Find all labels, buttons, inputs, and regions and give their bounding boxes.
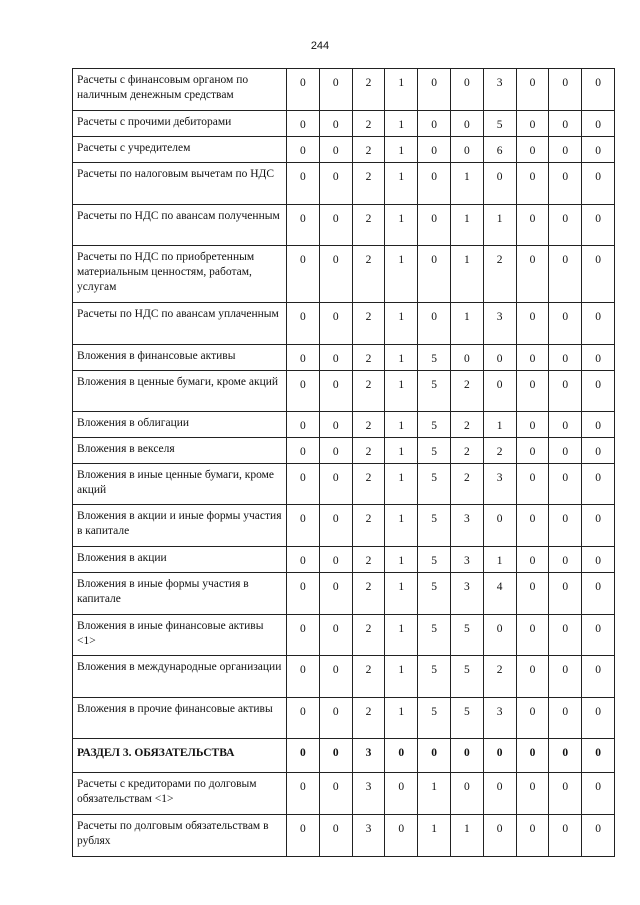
code-digit: 2 <box>352 345 385 371</box>
code-digit: 0 <box>287 137 320 163</box>
account-name: Вложения в акции и иные формы участия в капитале <box>73 505 287 547</box>
code-digit: 0 <box>287 505 320 547</box>
code-digit: 0 <box>287 815 320 857</box>
code-digit: 0 <box>418 303 451 345</box>
code-digit: 0 <box>319 205 352 246</box>
code-digit: 1 <box>385 371 418 412</box>
account-name: Расчеты с кредиторами по долговым обязательствам <1> <box>73 773 287 815</box>
code-digit: 0 <box>450 111 483 137</box>
code-digit: 0 <box>582 69 615 111</box>
code-digit: 0 <box>319 698 352 739</box>
code-digit: 0 <box>516 464 549 505</box>
code-digit: 0 <box>319 547 352 573</box>
code-digit: 3 <box>483 303 516 345</box>
code-digit: 0 <box>319 615 352 656</box>
code-digit: 0 <box>287 615 320 656</box>
code-digit: 0 <box>582 137 615 163</box>
code-digit: 0 <box>516 345 549 371</box>
code-digit: 1 <box>385 69 418 111</box>
code-digit: 0 <box>483 163 516 205</box>
code-digit: 3 <box>483 698 516 739</box>
code-digit: 1 <box>450 303 483 345</box>
code-digit: 2 <box>352 412 385 438</box>
code-digit: 0 <box>287 205 320 246</box>
code-digit: 0 <box>319 246 352 303</box>
code-digit: 0 <box>549 303 582 345</box>
code-digit: 0 <box>319 303 352 345</box>
code-digit: 2 <box>352 505 385 547</box>
code-digit: 0 <box>549 412 582 438</box>
code-digit: 0 <box>418 163 451 205</box>
table-row <box>73 438 615 464</box>
table-row <box>73 615 615 656</box>
code-digit: 0 <box>319 773 352 815</box>
code-digit: 0 <box>319 412 352 438</box>
code-digit: 0 <box>287 464 320 505</box>
code-digit: 0 <box>450 137 483 163</box>
code-digit: 0 <box>385 815 418 857</box>
code-digit: 2 <box>352 205 385 246</box>
account-name: Расчеты с прочими дебиторами <box>73 111 287 137</box>
table-row <box>73 464 615 505</box>
code-digit: 1 <box>385 547 418 573</box>
code-digit: 0 <box>549 573 582 615</box>
account-name: Вложения в иные формы участия в капитале <box>73 573 287 615</box>
code-digit: 0 <box>582 371 615 412</box>
table-row <box>73 698 615 739</box>
table-row <box>73 137 615 163</box>
table-row <box>73 547 615 573</box>
table-row <box>73 815 615 857</box>
table-row <box>73 111 615 137</box>
code-digit: 2 <box>352 69 385 111</box>
section-row <box>73 739 615 773</box>
code-digit: 6 <box>483 137 516 163</box>
code-digit: 0 <box>582 246 615 303</box>
code-digit: 0 <box>549 137 582 163</box>
code-digit: 2 <box>352 246 385 303</box>
code-digit: 0 <box>319 111 352 137</box>
account-name: Вложения в финансовые активы <box>73 345 287 371</box>
code-digit: 3 <box>450 573 483 615</box>
code-digit: 0 <box>516 656 549 698</box>
code-digit: 2 <box>352 438 385 464</box>
code-digit: 0 <box>319 505 352 547</box>
code-digit: 2 <box>352 371 385 412</box>
code-digit: 0 <box>549 739 582 773</box>
account-name: Расчеты по долговым обязательствам в рублях <box>73 815 287 857</box>
table-row <box>73 412 615 438</box>
table-row <box>73 303 615 345</box>
table-row <box>73 573 615 615</box>
code-digit: 2 <box>483 656 516 698</box>
code-digit: 0 <box>549 547 582 573</box>
code-digit: 0 <box>549 505 582 547</box>
code-digit: 1 <box>385 205 418 246</box>
code-digit: 0 <box>582 815 615 857</box>
code-digit: 0 <box>418 739 451 773</box>
code-digit: 0 <box>450 739 483 773</box>
code-digit: 5 <box>418 547 451 573</box>
code-digit: 0 <box>549 656 582 698</box>
code-digit: 0 <box>319 163 352 205</box>
code-digit: 0 <box>385 739 418 773</box>
code-digit: 3 <box>352 739 385 773</box>
code-digit: 1 <box>483 205 516 246</box>
code-digit: 0 <box>483 815 516 857</box>
code-digit: 0 <box>516 547 549 573</box>
code-digit: 0 <box>287 438 320 464</box>
code-digit: 1 <box>450 246 483 303</box>
code-digit: 0 <box>287 773 320 815</box>
code-digit: 0 <box>287 69 320 111</box>
code-digit: 1 <box>385 573 418 615</box>
code-digit: 1 <box>450 205 483 246</box>
accounts-table <box>72 68 615 857</box>
code-digit: 0 <box>549 464 582 505</box>
code-digit: 0 <box>287 412 320 438</box>
code-digit: 5 <box>418 505 451 547</box>
code-digit: 0 <box>319 345 352 371</box>
code-digit: 2 <box>352 464 385 505</box>
account-name: Вложения в акции <box>73 547 287 573</box>
table-row <box>73 505 615 547</box>
code-digit: 0 <box>418 111 451 137</box>
code-digit: 0 <box>516 615 549 656</box>
code-digit: 0 <box>549 69 582 111</box>
code-digit: 0 <box>385 773 418 815</box>
code-digit: 5 <box>450 698 483 739</box>
table-row <box>73 656 615 698</box>
code-digit: 0 <box>549 246 582 303</box>
code-digit: 0 <box>516 205 549 246</box>
code-digit: 0 <box>516 739 549 773</box>
code-digit: 0 <box>582 505 615 547</box>
code-digit: 1 <box>483 412 516 438</box>
code-digit: 0 <box>319 815 352 857</box>
account-name: Расчеты по НДС по авансам полученным <box>73 205 287 246</box>
code-digit: 1 <box>483 547 516 573</box>
code-digit: 0 <box>516 246 549 303</box>
code-digit: 0 <box>516 111 549 137</box>
code-digit: 0 <box>516 573 549 615</box>
code-digit: 5 <box>418 698 451 739</box>
code-digit: 1 <box>385 303 418 345</box>
code-digit: 3 <box>352 815 385 857</box>
code-digit: 5 <box>418 573 451 615</box>
code-digit: 1 <box>385 656 418 698</box>
code-digit: 0 <box>582 345 615 371</box>
code-digit: 5 <box>450 656 483 698</box>
code-digit: 2 <box>483 246 516 303</box>
code-digit: 0 <box>516 698 549 739</box>
code-digit: 0 <box>582 464 615 505</box>
code-digit: 2 <box>352 547 385 573</box>
code-digit: 3 <box>483 69 516 111</box>
table-row <box>73 246 615 303</box>
code-digit: 0 <box>287 739 320 773</box>
account-name: Вложения в облигации <box>73 412 287 438</box>
code-digit: 0 <box>582 773 615 815</box>
code-digit: 0 <box>287 111 320 137</box>
code-digit: 3 <box>450 547 483 573</box>
code-digit: 0 <box>450 345 483 371</box>
code-digit: 0 <box>483 773 516 815</box>
code-digit: 0 <box>319 69 352 111</box>
code-digit: 0 <box>582 438 615 464</box>
account-name: Расчеты по НДС по авансам уплаченным <box>73 303 287 345</box>
account-name: Вложения в прочие финансовые активы <box>73 698 287 739</box>
code-digit: 1 <box>385 615 418 656</box>
account-name: Расчеты по налоговым вычетам по НДС <box>73 163 287 205</box>
code-digit: 0 <box>483 371 516 412</box>
section-title: РАЗДЕЛ 3. ОБЯЗАТЕЛЬСТВА <box>73 739 287 773</box>
code-digit: 0 <box>582 205 615 246</box>
code-digit: 0 <box>516 773 549 815</box>
code-digit: 0 <box>287 698 320 739</box>
code-digit: 0 <box>516 69 549 111</box>
code-digit: 0 <box>483 739 516 773</box>
code-digit: 0 <box>549 815 582 857</box>
code-digit: 1 <box>418 815 451 857</box>
code-digit: 0 <box>582 163 615 205</box>
code-digit: 0 <box>516 163 549 205</box>
code-digit: 0 <box>549 698 582 739</box>
code-digit: 1 <box>385 246 418 303</box>
code-digit: 0 <box>516 412 549 438</box>
code-digit: 1 <box>385 137 418 163</box>
account-name: Расчеты с финансовым органом по наличным денежным средствам <box>73 69 287 111</box>
code-digit: 2 <box>352 698 385 739</box>
account-name: Вложения в международные организации <box>73 656 287 698</box>
code-digit: 5 <box>418 412 451 438</box>
code-digit: 1 <box>385 438 418 464</box>
code-digit: 1 <box>385 111 418 137</box>
code-digit: 4 <box>483 573 516 615</box>
code-digit: 0 <box>582 739 615 773</box>
code-digit: 0 <box>450 69 483 111</box>
code-digit: 0 <box>287 547 320 573</box>
code-digit: 0 <box>287 345 320 371</box>
account-name: Вложения в иные ценные бумаги, кроме акций <box>73 464 287 505</box>
code-digit: 0 <box>483 505 516 547</box>
code-digit: 0 <box>287 371 320 412</box>
code-digit: 0 <box>549 163 582 205</box>
account-name: Вложения в ценные бумаги, кроме акций <box>73 371 287 412</box>
table-row <box>73 345 615 371</box>
code-digit: 0 <box>287 246 320 303</box>
code-digit: 0 <box>582 573 615 615</box>
code-digit: 0 <box>319 656 352 698</box>
code-digit: 0 <box>516 438 549 464</box>
code-digit: 0 <box>319 739 352 773</box>
code-digit: 2 <box>352 615 385 656</box>
code-digit: 0 <box>582 412 615 438</box>
code-digit: 0 <box>319 573 352 615</box>
code-digit: 0 <box>287 573 320 615</box>
account-name: Вложения в иные финансовые активы <1> <box>73 615 287 656</box>
account-name: Расчеты по НДС по приобретенным материальным ценностям, работам, услугам <box>73 246 287 303</box>
code-digit: 1 <box>385 163 418 205</box>
code-digit: 1 <box>450 163 483 205</box>
table-row <box>73 205 615 246</box>
code-digit: 0 <box>516 137 549 163</box>
code-digit: 0 <box>582 698 615 739</box>
code-digit: 3 <box>450 505 483 547</box>
code-digit: 5 <box>418 656 451 698</box>
code-digit: 0 <box>549 773 582 815</box>
code-digit: 0 <box>549 438 582 464</box>
code-digit: 0 <box>582 547 615 573</box>
code-digit: 5 <box>418 371 451 412</box>
code-digit: 2 <box>352 163 385 205</box>
table-row <box>73 163 615 205</box>
code-digit: 0 <box>287 656 320 698</box>
code-digit: 0 <box>549 345 582 371</box>
code-digit: 1 <box>385 345 418 371</box>
code-digit: 0 <box>516 371 549 412</box>
code-digit: 0 <box>418 69 451 111</box>
code-digit: 0 <box>582 111 615 137</box>
code-digit: 0 <box>450 773 483 815</box>
account-name: Вложения в векселя <box>73 438 287 464</box>
code-digit: 0 <box>582 656 615 698</box>
code-digit: 0 <box>287 303 320 345</box>
code-digit: 5 <box>418 615 451 656</box>
code-digit: 2 <box>483 438 516 464</box>
table-row <box>73 773 615 815</box>
code-digit: 5 <box>418 464 451 505</box>
code-digit: 0 <box>549 615 582 656</box>
code-digit: 0 <box>287 163 320 205</box>
table-row <box>73 69 615 111</box>
code-digit: 0 <box>319 464 352 505</box>
code-digit: 0 <box>549 371 582 412</box>
account-name: Расчеты с учредителем <box>73 137 287 163</box>
code-digit: 0 <box>549 111 582 137</box>
code-digit: 1 <box>450 815 483 857</box>
table-row <box>73 371 615 412</box>
code-digit: 1 <box>385 698 418 739</box>
code-digit: 0 <box>516 303 549 345</box>
code-digit: 2 <box>352 137 385 163</box>
code-digit: 2 <box>450 438 483 464</box>
code-digit: 0 <box>418 137 451 163</box>
code-digit: 1 <box>418 773 451 815</box>
code-digit: 0 <box>483 345 516 371</box>
code-digit: 3 <box>483 464 516 505</box>
code-digit: 0 <box>319 438 352 464</box>
code-digit: 5 <box>450 615 483 656</box>
code-digit: 0 <box>418 205 451 246</box>
code-digit: 5 <box>418 438 451 464</box>
code-digit: 3 <box>352 773 385 815</box>
code-digit: 0 <box>319 371 352 412</box>
code-digit: 2 <box>352 656 385 698</box>
code-digit: 0 <box>582 615 615 656</box>
code-digit: 2 <box>450 412 483 438</box>
code-digit: 5 <box>483 111 516 137</box>
code-digit: 2 <box>450 371 483 412</box>
code-digit: 2 <box>352 111 385 137</box>
code-digit: 0 <box>582 303 615 345</box>
code-digit: 0 <box>549 205 582 246</box>
code-digit: 0 <box>516 815 549 857</box>
page-number: 244 <box>310 40 330 52</box>
code-digit: 0 <box>483 615 516 656</box>
code-digit: 2 <box>352 573 385 615</box>
code-digit: 2 <box>450 464 483 505</box>
code-digit: 1 <box>385 505 418 547</box>
code-digit: 2 <box>352 303 385 345</box>
code-digit: 5 <box>418 345 451 371</box>
code-digit: 1 <box>385 412 418 438</box>
code-digit: 1 <box>385 464 418 505</box>
code-digit: 0 <box>319 137 352 163</box>
code-digit: 0 <box>516 505 549 547</box>
code-digit: 0 <box>418 246 451 303</box>
